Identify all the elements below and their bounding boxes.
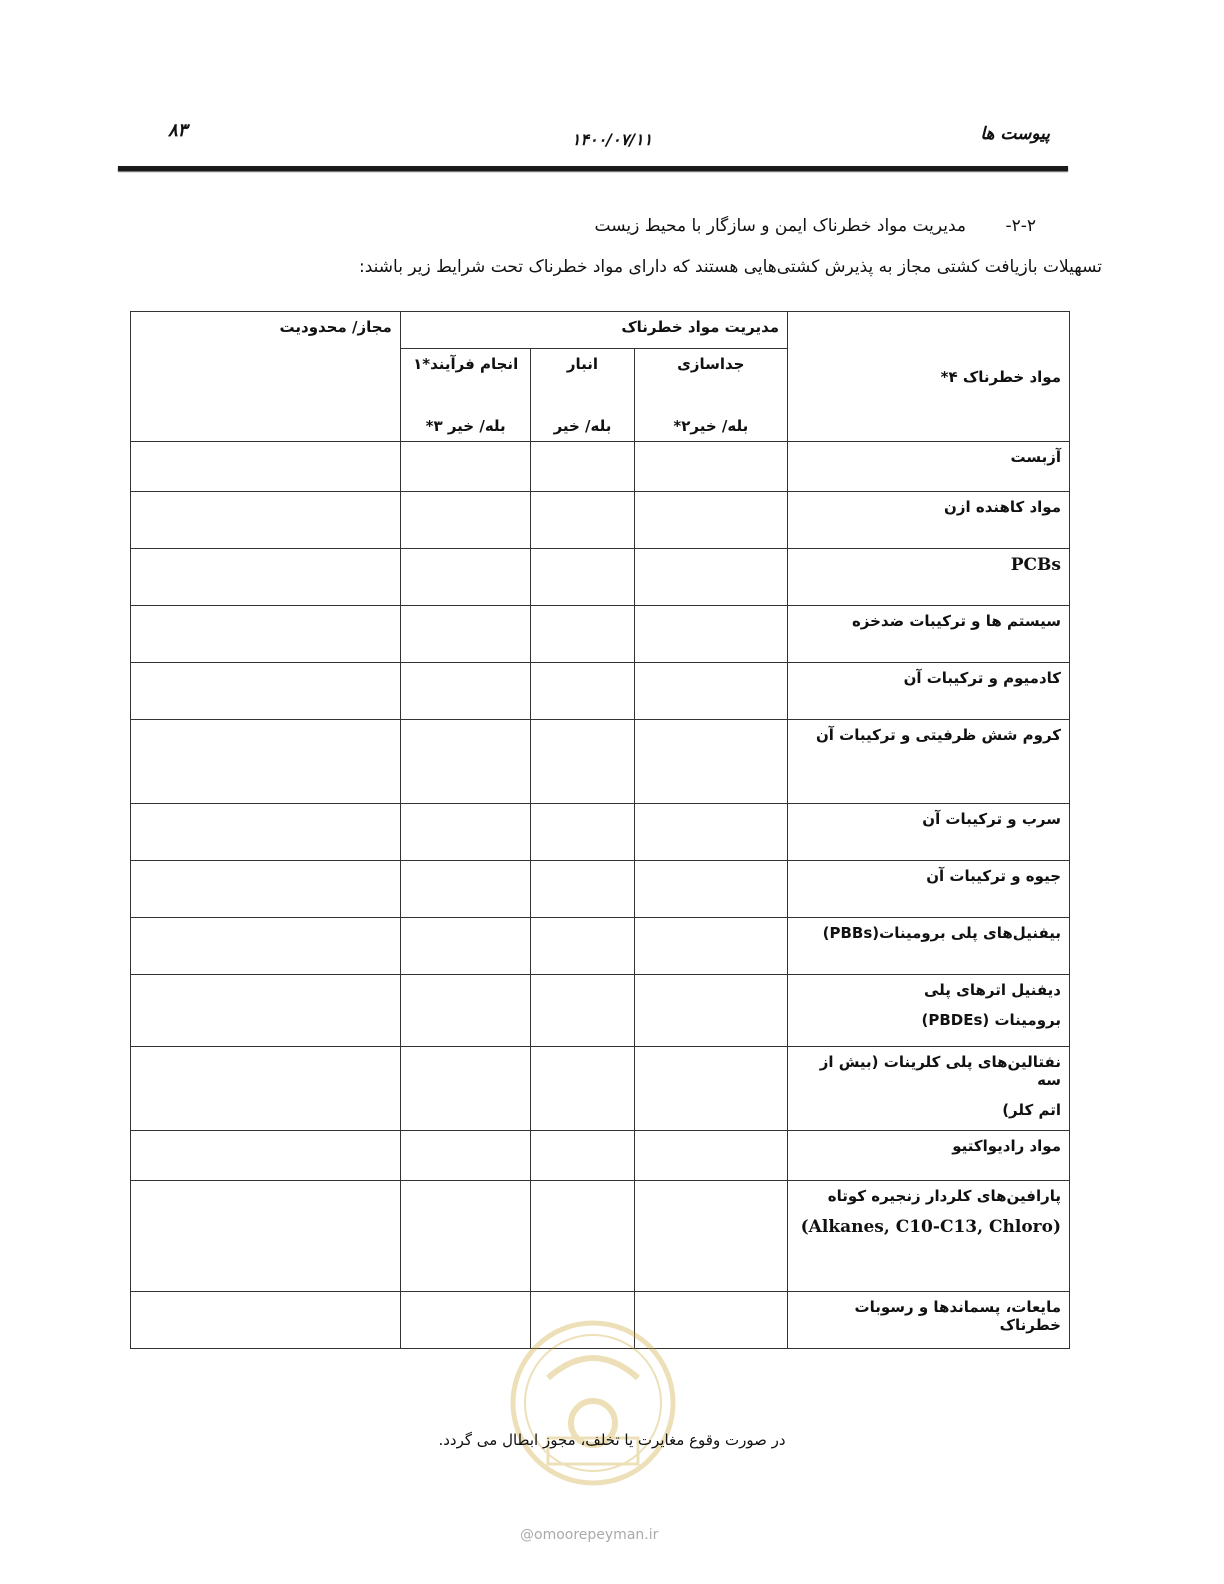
header-storage: انبار بله/ خیر bbox=[531, 349, 634, 442]
separation-cell bbox=[634, 918, 788, 975]
process-cell bbox=[400, 549, 531, 606]
material-cell: مواد رادیواکتیو bbox=[788, 1131, 1070, 1181]
storage-cell bbox=[531, 606, 634, 663]
footer-note: در صورت وقوع مغایرت یا تخلف، مجوز ابطال می گردد. bbox=[438, 1431, 786, 1449]
header-process: انجام فرآیند*۱ بله/ خیر ۳* bbox=[400, 349, 531, 442]
process-cell bbox=[400, 1047, 531, 1131]
separation-cell bbox=[634, 1131, 788, 1181]
table-row bbox=[131, 663, 1070, 720]
material-cell: مواد کاهنده ازن bbox=[788, 492, 1070, 549]
limit-cell bbox=[131, 720, 401, 804]
material-cell: سیستم ها و ترکیبات ضدخزه bbox=[788, 606, 1070, 663]
website-watermark: @omoorepeyman.ir bbox=[520, 1527, 659, 1543]
storage-cell bbox=[531, 1181, 634, 1292]
section-number: ۲-۲- bbox=[1005, 216, 1036, 236]
process-cell bbox=[400, 720, 531, 804]
header-management: مدیریت مواد خطرناک bbox=[400, 312, 787, 349]
process-cell bbox=[400, 1181, 531, 1292]
separation-cell bbox=[634, 975, 788, 1047]
storage-cell bbox=[531, 975, 634, 1047]
limit-cell bbox=[131, 606, 401, 663]
process-cell bbox=[400, 861, 531, 918]
table-row bbox=[131, 549, 1070, 606]
limit-cell bbox=[131, 549, 401, 606]
limit-cell bbox=[131, 975, 401, 1047]
material-cell: دیفنیل اترهای پلی برومینات (PBDEs) bbox=[788, 975, 1070, 1047]
limit-cell bbox=[131, 1181, 401, 1292]
table-row bbox=[131, 975, 1070, 1047]
limit-cell bbox=[131, 918, 401, 975]
limit-cell bbox=[131, 1292, 401, 1349]
separation-cell bbox=[634, 1181, 788, 1292]
material-cell: بیفنیل‌های پلی برومینات(PBBs) bbox=[788, 918, 1070, 975]
header-rule bbox=[118, 166, 1068, 171]
storage-cell bbox=[531, 918, 634, 975]
process-cell bbox=[400, 606, 531, 663]
storage-cell bbox=[531, 549, 634, 606]
limit-cell bbox=[131, 861, 401, 918]
header-material: مواد خطرناک ۴* bbox=[788, 312, 1070, 442]
material-cell: پارافین‌های کلردار زنجیره کوتاه (Alkanes, C10-C13, Chloro) bbox=[788, 1181, 1070, 1292]
material-cell: جیوه و ترکیبات آن bbox=[788, 861, 1070, 918]
header-title: پیوست ها bbox=[980, 124, 1050, 144]
process-cell bbox=[400, 1131, 531, 1181]
header-date: ۱۴۰۰/۰۷/۱۱ bbox=[571, 130, 653, 149]
material-cell: سرب و ترکیبات آن bbox=[788, 804, 1070, 861]
process-cell bbox=[400, 918, 531, 975]
section-heading bbox=[595, 216, 1037, 236]
limit-cell bbox=[131, 1047, 401, 1131]
separation-cell bbox=[634, 442, 788, 492]
storage-cell bbox=[531, 861, 634, 918]
table-row bbox=[131, 442, 1070, 492]
storage-cell bbox=[531, 804, 634, 861]
material-cell: آزبست bbox=[788, 442, 1070, 492]
limit-cell bbox=[131, 442, 401, 492]
separation-cell bbox=[634, 804, 788, 861]
separation-cell bbox=[634, 861, 788, 918]
page-number: ۸۳ bbox=[168, 120, 188, 141]
table-row bbox=[131, 720, 1070, 804]
process-cell bbox=[400, 663, 531, 720]
separation-cell bbox=[634, 549, 788, 606]
limit-cell bbox=[131, 492, 401, 549]
table-row bbox=[131, 804, 1070, 861]
limit-cell bbox=[131, 663, 401, 720]
table-row bbox=[131, 918, 1070, 975]
process-cell bbox=[400, 975, 531, 1047]
table-row bbox=[131, 861, 1070, 918]
separation-cell bbox=[634, 492, 788, 549]
table-row bbox=[131, 1181, 1070, 1292]
table-row bbox=[131, 1131, 1070, 1181]
table-row bbox=[131, 606, 1070, 663]
storage-cell bbox=[531, 492, 634, 549]
limit-cell bbox=[131, 804, 401, 861]
process-cell bbox=[400, 492, 531, 549]
header-limit: مجاز/ محدودیت bbox=[131, 312, 401, 442]
storage-cell bbox=[531, 663, 634, 720]
limit-cell bbox=[131, 1131, 401, 1181]
separation-cell bbox=[634, 663, 788, 720]
material-cell: مایعات، پسماندها و رسوبات خطرناک bbox=[788, 1292, 1070, 1349]
table-row bbox=[131, 492, 1070, 549]
separation-cell bbox=[634, 720, 788, 804]
hazardous-materials-table bbox=[130, 311, 1070, 1349]
table-row bbox=[131, 1047, 1070, 1131]
material-cell: کادمیوم و ترکیبات آن bbox=[788, 663, 1070, 720]
header-separation: جداسازی بله/ خیر۲* bbox=[634, 349, 788, 442]
process-cell bbox=[400, 442, 531, 492]
material-cell: کروم شش ظرفیتی و ترکیبات آن bbox=[788, 720, 1070, 804]
storage-cell bbox=[531, 720, 634, 804]
material-cell: PCBs bbox=[788, 549, 1070, 606]
section-intro: تسهیلات بازیافت کشتی مجاز به پذیرش کشتی‌هایی هستند که دارای مواد خطرناک تحت شرایط زیر باشند: bbox=[359, 257, 1102, 277]
section-title: مدیریت مواد خطرناک ایمن و سازگار با محیط زیست bbox=[594, 216, 967, 236]
storage-cell bbox=[531, 442, 634, 492]
separation-cell bbox=[634, 1047, 788, 1131]
watermark-seal-icon bbox=[508, 1318, 678, 1488]
material-cell: نفتالین‌های پلی کلرینات (بیش از سه اتم کلر) bbox=[788, 1047, 1070, 1131]
separation-cell bbox=[634, 606, 788, 663]
storage-cell bbox=[531, 1047, 634, 1131]
storage-cell bbox=[531, 1131, 634, 1181]
process-cell bbox=[400, 804, 531, 861]
